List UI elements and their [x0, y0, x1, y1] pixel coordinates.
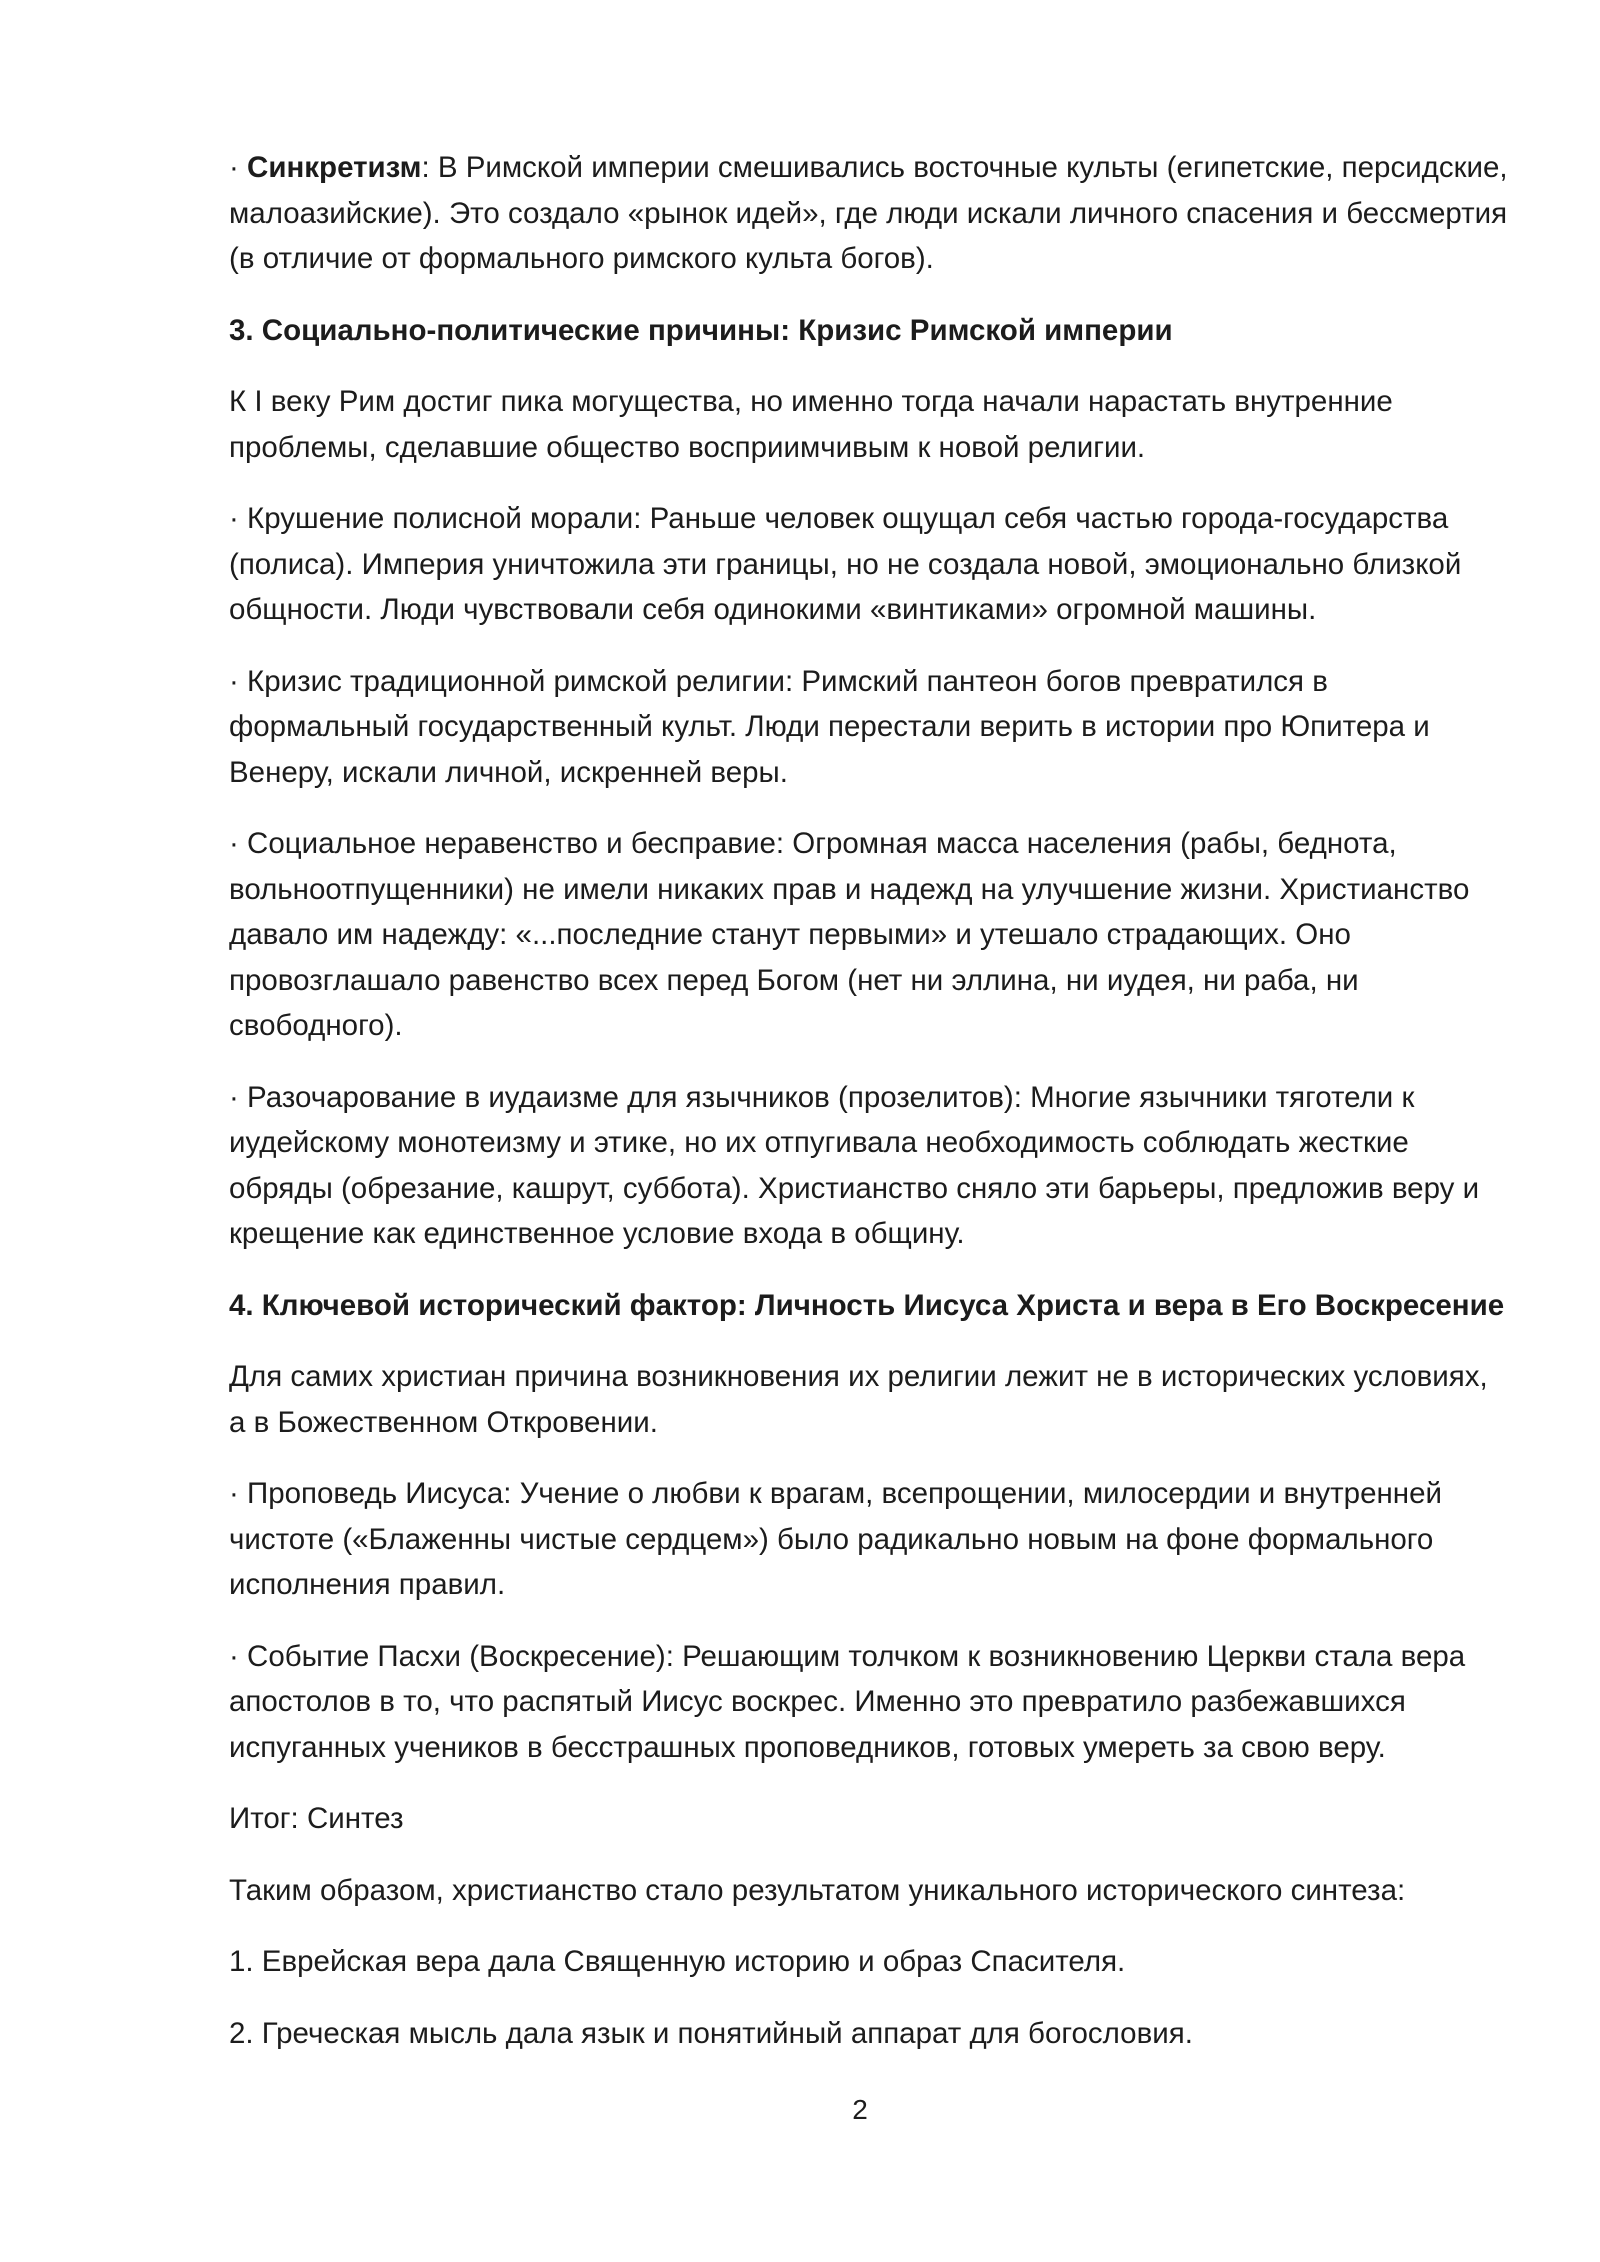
section-heading-3: 3. Социально-политические причины: Кризис Римской империи: [229, 313, 1173, 347]
paragraph-revelation: Для самих христиан причина возникновения их религии лежит не в исторических условиях, а в Божественном Откровении.: [229, 1360, 1488, 1439]
document-body: [229, 145, 1509, 2082]
paragraph-polis-morality: · Крушение полисной морали: Раньше человек ощущал себя частью города-государства (полиса). Империя уничтожила эти границы, но не создала новой, эмоционально близкой общности. Люди чувствовали себя одинокими «винтиками» огромной машины.: [229, 502, 1462, 626]
paragraph-text: : В Римской империи смешивались восточные культы (египетские, персидские, малоазийские). Это создало «рынок идей», где люди искали личного спасения и бессмертия (в отличие от формального римского культа богов).: [229, 151, 1508, 275]
paragraph-rome-intro: К I веку Рим достиг пика могущества, но именно тогда начали нарастать внутренние проблемы, сделавшие общество восприимчивым к новой религии.: [229, 385, 1393, 464]
paragraph-summary-title: Итог: Синтез: [229, 1802, 404, 1835]
paragraph-judaism-disappointment: · Разочарование в иудаизме для язычников (прозелитов): Многие язычники тяготели к иудейскому монотеизму и этике, но их отпугивала необходимость соблюдать жесткие обряды (обрезание, кашрут, суббота). Христианство сняло эти барьеры, предложив веру и крещение как единственное условие входа в общину.: [229, 1080, 1480, 1250]
paragraph-social-inequality: · Социальное неравенство и бесправие: Огромная масса населения (рабы, беднота, вольноотпущенники) не имели никаких прав и надежд на улучшение жизни. Христианство давало им надежду: «...последние станут первыми» и утешало страдающих. Оно провозглашало равенство всех перед Богом (нет ни эллина, ни иудея, ни раба, ни свободного).: [229, 827, 1470, 1042]
bullet-prefix: ·: [229, 151, 248, 184]
list-item-1: 1. Еврейская вера дала Священную историю и образ Спасителя.: [229, 1945, 1126, 1978]
bold-term: Синкретизм: [247, 151, 422, 184]
paragraph-syncretism: [229, 145, 1509, 282]
paragraph-easter-event: · Событие Пасхи (Воскресение): Решающим толчком к возникновению Церкви стала вера апостолов в то, что распятый Иисус воскрес. Именно это превратило разбежавшихся испуганных учеников в бесстрашных проповедников, готовых умереть за свою веру.: [229, 1639, 1466, 1764]
section-heading-4: 4. Ключевой исторический фактор: Личность Иисуса Христа и вера в Его Воскресение: [229, 1288, 1505, 1322]
paragraph-jesus-preaching: · Проповедь Иисуса: Учение о любви к врагам, всепрощении, милосердии и внутренней чистоте («Блаженны чистые сердцем») было радикально новым на фоне формального исполнения правил.: [229, 1477, 1442, 1601]
paragraph-synthesis-intro: Таким образом, христианство стало результатом уникального исторического синтеза:: [229, 1873, 1406, 1907]
list-item-2: 2. Греческая мысль дала язык и понятийный аппарат для богословия.: [229, 2016, 1193, 2050]
paragraph-religion-crisis: · Кризис традиционной римской религии: Римский пантеон богов превратился в формальный государственный культ. Люди перестали верить в истории про Юпитера и Венеру, искали личной, искренней веры.: [229, 664, 1430, 789]
page-number: 2: [852, 2094, 868, 2125]
